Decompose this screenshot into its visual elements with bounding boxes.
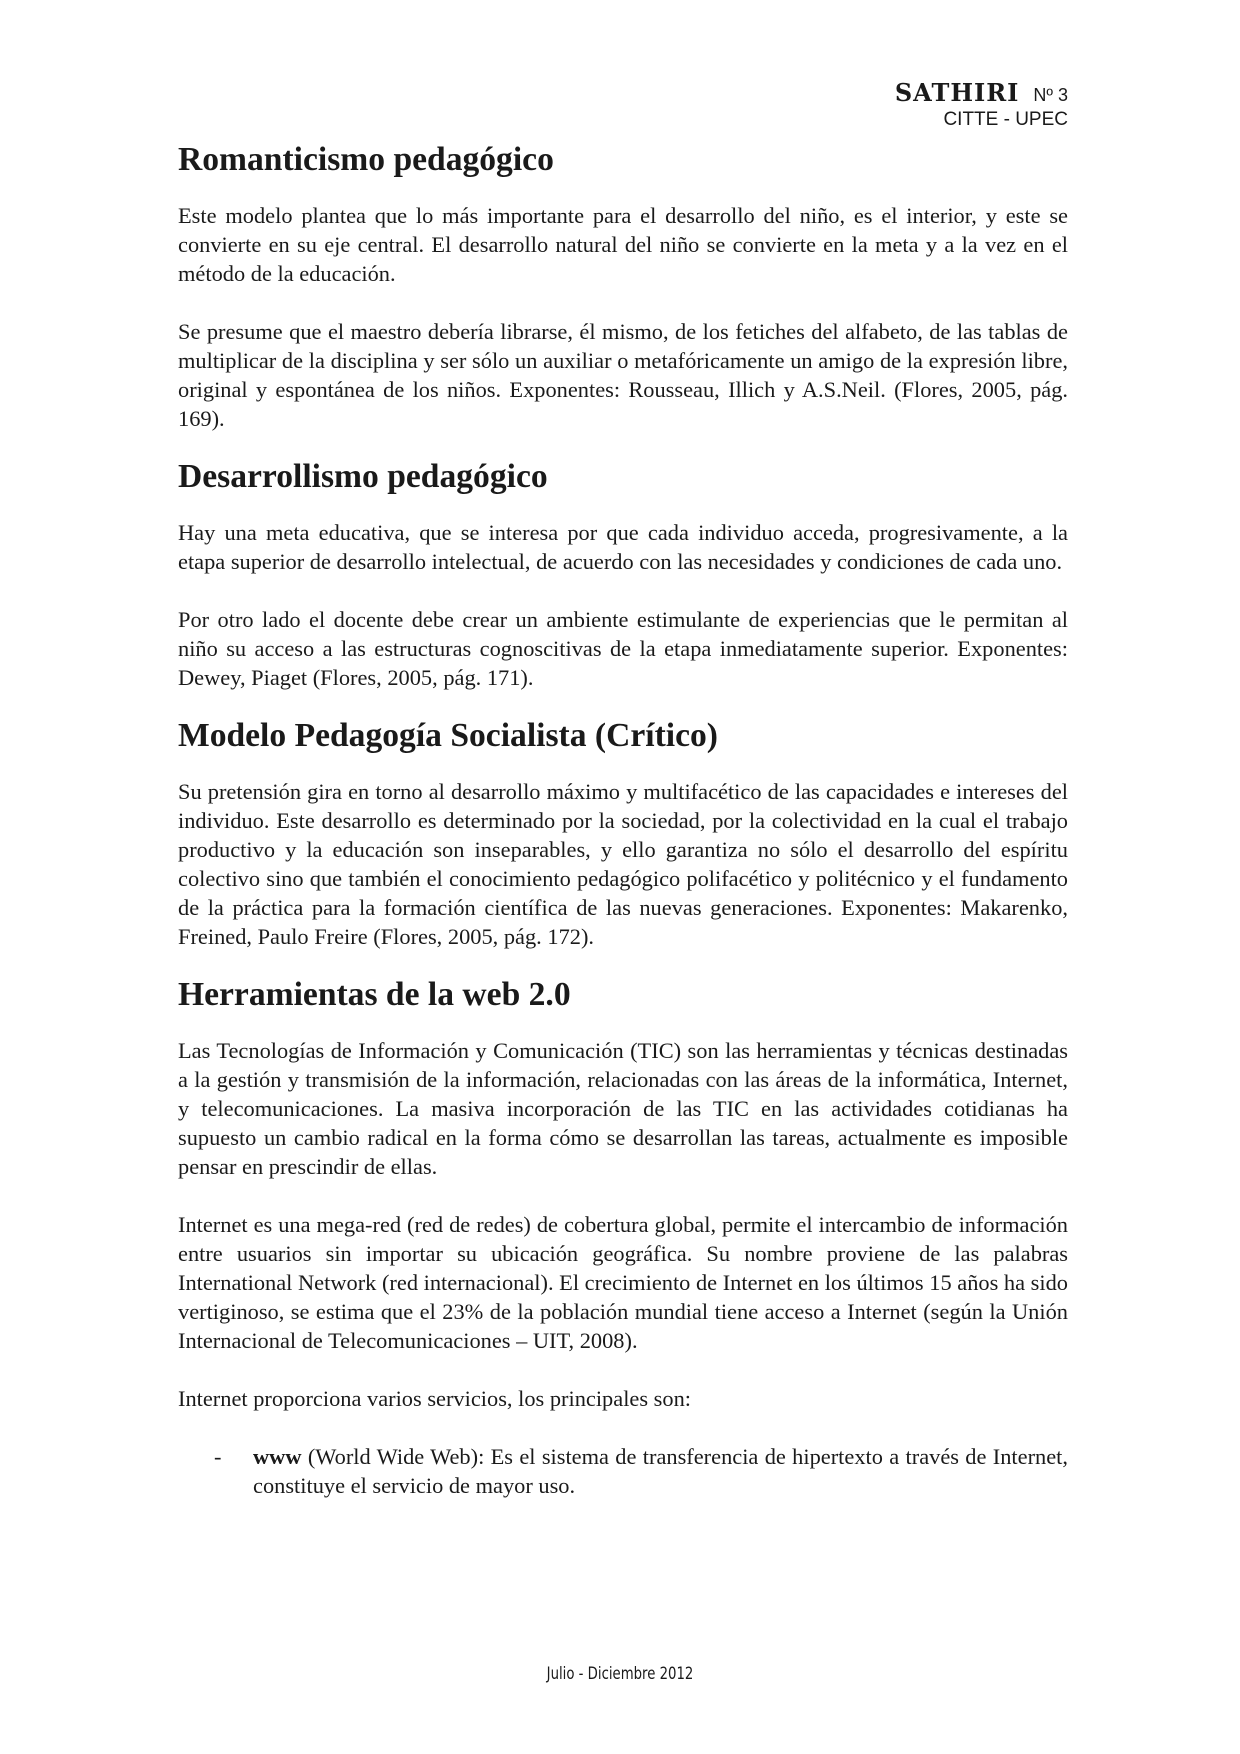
section-heading: Modelo Pedagogía Socialista (Crítico) — [178, 717, 718, 754]
paragraph: Este modelo plantea que lo más importante para el desarrollo del niño, es el interior, y este se convierte en su eje central. El desarrollo natural del niño se convierte en la meta y a la vez en el método de la educación. — [178, 203, 1068, 286]
institution-name: CITTE - UPEC — [943, 109, 1068, 130]
list-item — [178, 1442, 1068, 1500]
paragraph: Internet es una mega-red (red de redes) de cobertura global, permite el intercambio de información entre usuarios sin importar su ubicación geográfica. Su nombre proviene de las palabras International Network (red internacional). El crecimiento de Internet en los últimos 15 años ha sido vertiginoso, se estima que el 23% de la población mundial tiene acceso a Internet (según la Unión Internacional de Telecomunicaciones – UIT, 2008). — [178, 1212, 1068, 1353]
paragraph: Su pretensión gira en torno al desarrollo máximo y multifacético de las capacidades e intereses del individuo. Este desarrollo es determinado por la sociedad, por la colectividad en la cual el trabajo productivo y la educación son inseparables, y ello garantiza no sólo el desarrollo del espíritu colectivo sino que también el conocimiento pedagógico polifacético y politécnico y el fundamento de la práctica para la formación científica de las nuevas generaciones. Exponentes: Makarenko, Freined, Paulo Freire (Flores, 2005, pág. 172). — [178, 779, 1068, 949]
journal-name: SATHIRI — [894, 78, 1020, 107]
paragraph: Las Tecnologías de Información y Comunicación (TIC) son las herramientas y técnicas destinadas a la gestión y transmisión de la información, relacionadas con las áreas de la informática, Internet, y telecomunicaciones. La masiva incorporación de las TIC en las actividades cotidianas ha supuesto un cambio radical en la forma cómo se desarrollan las tareas, actualmente es imposible pensar en prescindir de ellas. — [178, 1038, 1068, 1179]
list-item-text: (World Wide Web): Es el sistema de transferencia de hipertexto a través de Internet, constituye el servicio de mayor uso. — [253, 1444, 1068, 1498]
header-journal-line — [895, 78, 1068, 107]
list-item-term: www — [253, 1444, 302, 1469]
list-bullet: - — [214, 1444, 222, 1469]
page-footer: Julio - Diciembre 2012 — [546, 1664, 694, 1684]
paragraph: Internet proporciona varios servicios, los principales son: — [178, 1386, 691, 1411]
page-header — [895, 78, 1068, 131]
paragraph: Por otro lado el docente debe crear un ambiente estimulante de experiencias que le permitan al niño su acceso a las estructuras cognoscitivas de la etapa inmediatamente superior. Exponentes: Dewey, Piaget (Flores, 2005, pág. 171). — [178, 607, 1068, 690]
document-body — [178, 141, 1068, 1500]
section-heading: Desarrollismo pedagógico — [178, 458, 548, 495]
section-heading: Herramientas de la web 2.0 — [178, 976, 571, 1013]
section-heading: Romanticismo pedagógico — [178, 141, 554, 178]
services-list — [178, 1442, 1068, 1500]
paragraph: Se presume que el maestro debería librarse, él mismo, de los fetiches del alfabeto, de las tablas de multiplicar de la disciplina y ser sólo un auxiliar o metafóricamente un amigo de la expresión libre, original y espontánea de los niños. Exponentes: Rousseau, Illich y A.S.Neil. (Flores, 2005, pág. 169). — [178, 319, 1068, 431]
paragraph: Hay una meta educativa, que se interesa por que cada individuo acceda, progresivamente, a la etapa superior de desarrollo intelectual, de acuerdo con las necesidades y condiciones de cada uno. — [178, 520, 1068, 574]
issue-number: Nº 3 — [1033, 85, 1068, 105]
